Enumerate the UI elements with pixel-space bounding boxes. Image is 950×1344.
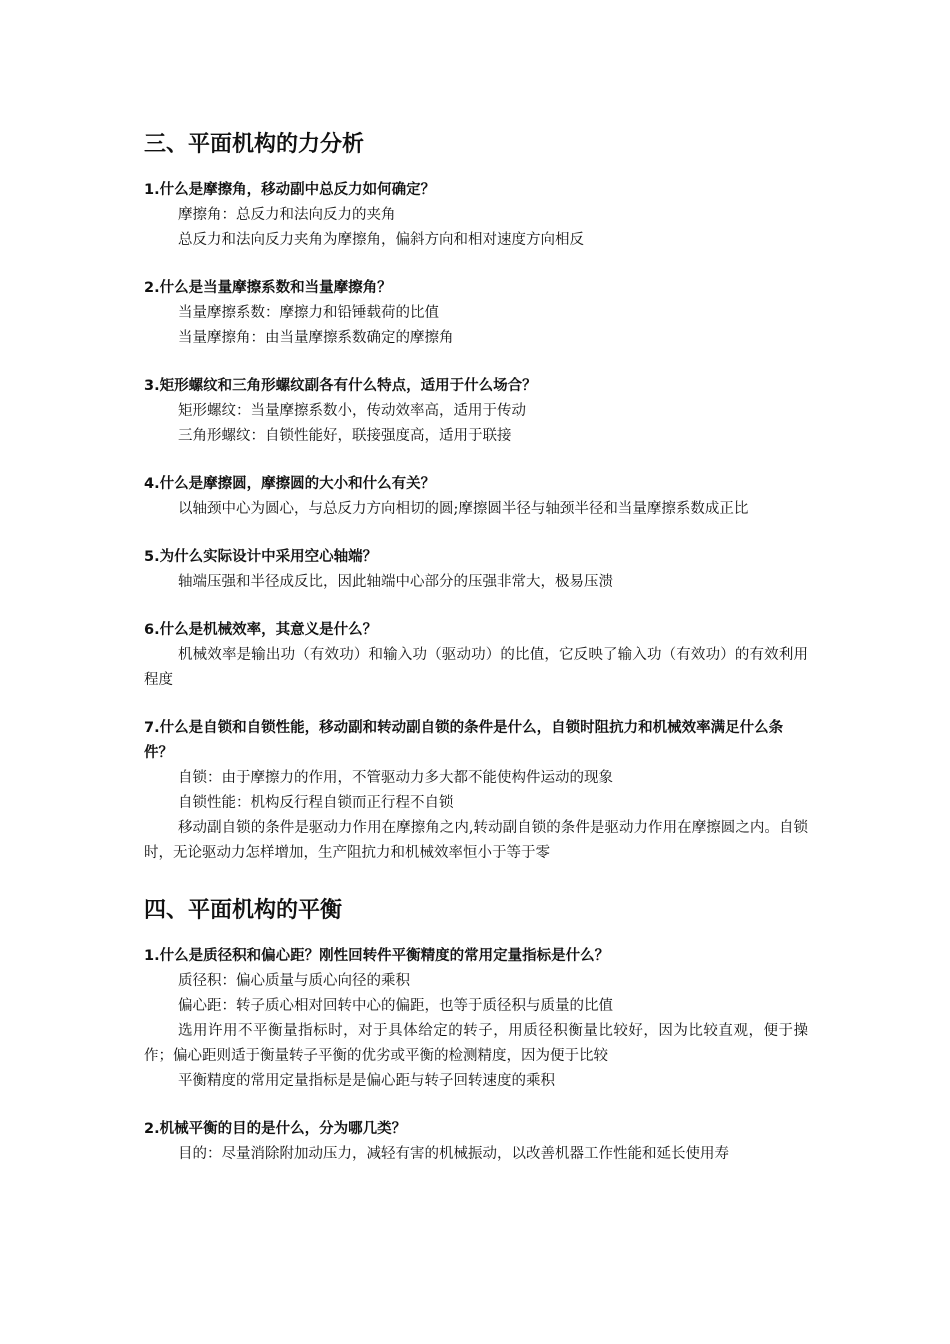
answer-text: 摩擦角：总反力和法向反力的夹角 (178, 207, 396, 223)
answer-text: 总反力和法向反力夹角为摩擦角，偏斜方向和相对速度方向相反 (178, 232, 584, 248)
section-force-analysis (144, 126, 808, 866)
question-block (144, 276, 808, 351)
question-block (144, 716, 808, 866)
question-block (144, 618, 808, 693)
answer-text: 当量摩擦系数：摩擦力和铅锤载荷的比值 (178, 305, 439, 321)
question-text: 5.为什么实际设计中采用空心轴端？ (144, 549, 378, 565)
question-text: 4.什么是摩擦圆，摩擦圆的大小和什么有关？ (144, 476, 436, 492)
answer-text: 自锁：由于摩擦力的作用，不管驱动力多大都不能使构件运动的现象 (178, 770, 613, 786)
question-block (144, 545, 808, 595)
question-block (144, 374, 808, 449)
answer-text: 三角形螺纹：自锁性能好，联接强度高，适用于联接 (178, 428, 512, 444)
question-block (144, 1117, 808, 1167)
question-block (144, 178, 808, 253)
question-block (144, 472, 808, 522)
question-text: 2.机械平衡的目的是什么，分为哪几类？ (144, 1121, 407, 1137)
answer-text: 选用许用不平衡量指标时，对于具体给定的转子，用质径积衡量比较好，因为比较直观，便于操作；偏心距则适于衡量转子平衡的优劣或平衡的检测精度，因为便于比较 (144, 1023, 808, 1064)
question-text: 1.什么是摩擦角，移动副中总反力如何确定？ (144, 182, 436, 198)
answer-text: 轴端压强和半径成反比，因此轴端中心部分的压强非常大，极易压溃 (178, 574, 613, 590)
question-text: 7.什么是自锁和自锁性能，移动副和转动副自锁的条件是什么，自锁时阻抗力和机械效率满足什么条件？ (144, 720, 784, 761)
answer-text: 平衡精度的常用定量指标是是偏心距与转子回转速度的乘积 (178, 1073, 555, 1089)
question-block (144, 944, 808, 1094)
answer-text: 目的：尽量消除附加动压力，减轻有害的机械振动，以改善机器工作性能和延长使用寿 (178, 1146, 729, 1162)
section-title: 四、平面机构的平衡 (144, 898, 343, 923)
answer-text: 矩形螺纹：当量摩擦系数小，传动效率高，适用于传动 (178, 403, 526, 419)
question-text: 1.什么是质径积和偏心距？刚性回转件平衡精度的常用定量指标是什么？ (144, 948, 610, 964)
answer-text: 当量摩擦角：由当量摩擦系数确定的摩擦角 (178, 330, 454, 346)
answer-text: 移动副自锁的条件是驱动力作用在摩擦角之内,转动副自锁的条件是驱动力作用在摩擦圆之内。自锁时，无论驱动力怎样增加，生产阻抗力和机械效率恒小于等于零 (144, 820, 808, 861)
question-text: 3.矩形螺纹和三角形螺纹副各有什么特点，适用于什么场合？ (144, 378, 537, 394)
section-balance (144, 892, 808, 1167)
question-text: 2.什么是当量摩擦系数和当量摩擦角？ (144, 280, 392, 296)
answer-text: 质径积：偏心质量与质心向径的乘积 (178, 973, 410, 989)
answer-text: 机械效率是输出功（有效功）和输入功（驱动功）的比值，它反映了输入功（有效功）的有效利用程度 (144, 647, 808, 688)
question-text: 6.什么是机械效率，其意义是什么？ (144, 622, 378, 638)
answer-text: 以轴颈中心为圆心，与总反力方向相切的圆;摩擦圆半径与轴颈半径和当量摩擦系数成正比 (178, 501, 749, 517)
section-title: 三、平面机构的力分析 (144, 132, 365, 157)
answer-text: 偏心距：转子质心相对回转中心的偏距，也等于质径积与质量的比值 (178, 998, 613, 1014)
answer-text: 自锁性能：机构反行程自锁而正行程不自锁 (178, 795, 454, 811)
